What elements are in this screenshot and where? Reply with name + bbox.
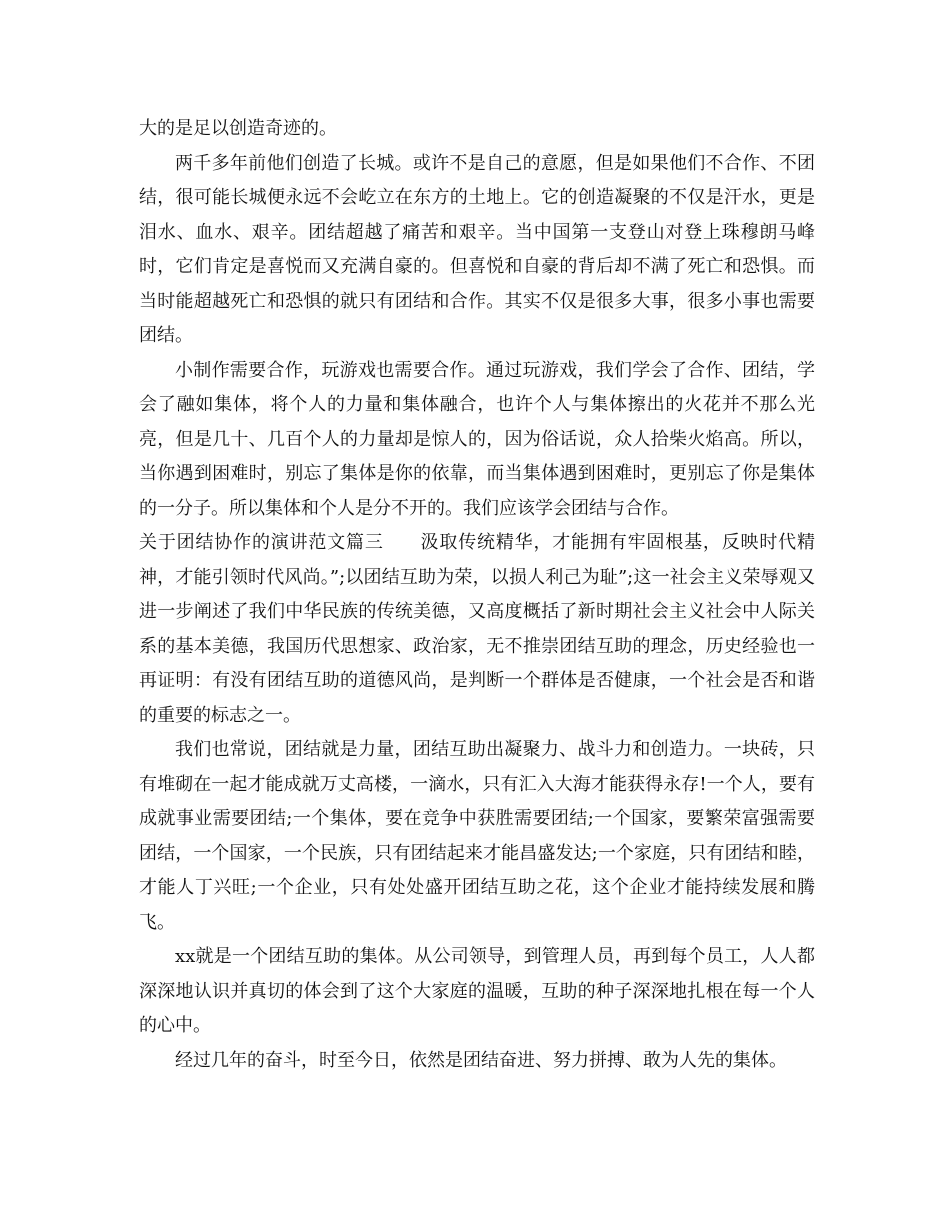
paragraph-great-wall: 两千多年前他们创造了长城。或许不是自己的意愿，但是如果他们不合作、不团结，很可能长城便永远不会屹立在东方的土地上。它的创造凝聚的不仅是汗水，更是泪水、血水、艰辛。团结超越了痛苦和艰辛。当中国第一支登山对登上珠穆朗马峰时，它们肯定是喜悦而又充满自豪的。但喜悦和自豪的背后却不满了死亡和恐惧。而当时能超越死亡和恐惧的就只有团结和合作。其实不仅是很多大事，很多小事也需要团结。 [139,152,815,346]
section-paragraph [139,526,815,733]
section-first-paragraph: 汲取传统精华，才能拥有牢固根基，反映时代精神，才能引领时代风尚。”;以团结互助为荣，以损人利己为耻”;这一社会主义荣辱观又进一步阐述了我们中华民族的传统美德，又高度概括了新时期社会主义社会中人际关系的基本美德，我国历代思想家、政治家，无不推崇团结互助的理念，历史经验也一再证明：有没有团结互助的道德风尚，是判断一个群体是否健康，一个社会是否和谐的重要的标志之一。 [139,532,816,726]
paragraph-conclusion: 经过几年的奋斗，时至今日，依然是团结奋进、努力拼搏、敢为人先的集体。 [175,1049,787,1071]
document-body [139,112,815,1078]
paragraph-continuation: 大的是足以创造奇迹的。 [139,118,337,139]
paragraph-company-collective: xx就是一个团结互助的集体。从公司领导，到管理人员，再到每个员工，人人都深深地认识并真切的体会到了这个大家庭的温暖，互助的种子深深地扎根在每一个人的心中。 [139,946,815,1036]
paragraph-teamwork-games: 小制作需要合作，玩游戏也需要合作。通过玩游戏，我们学会了合作、团结，学会了融如集体，将个人的力量和集体融合，也许个人与集体擦出的火花并不那么光亮，但是几十、几百个人的力量却是惊人的，因为俗话说，众人拾柴火焰高。所以，当你遇到困难时，别忘了集体是你的依靠，而当集体遇到困难时，更别忘了你是集体的一分子。所以集体和个人是分不开的。我们应该学会团结与合作。 [139,359,815,519]
paragraph-unity-is-strength: 我们也常说，团结就是力量，团结互助出凝聚力、战斗力和创造力。一块砖，只有堆砌在一起才能成就万丈高楼，一滴水，只有汇入大海才能获得永存!一个人，要有成就事业需要团结;一个集体，要在竞争中获胜需要团结;一个国家，要繁荣富强需要团结，一个国家，一个民族，只有团结起来才能昌盛发达;一个家庭，只有团结和睦，才能人丁兴旺;一个企业，只有处处盛开团结互助之花，这个企业才能持续发展和腾飞。 [139,739,815,933]
section-heading: 关于团结协作的演讲范文篇三 [139,532,384,553]
